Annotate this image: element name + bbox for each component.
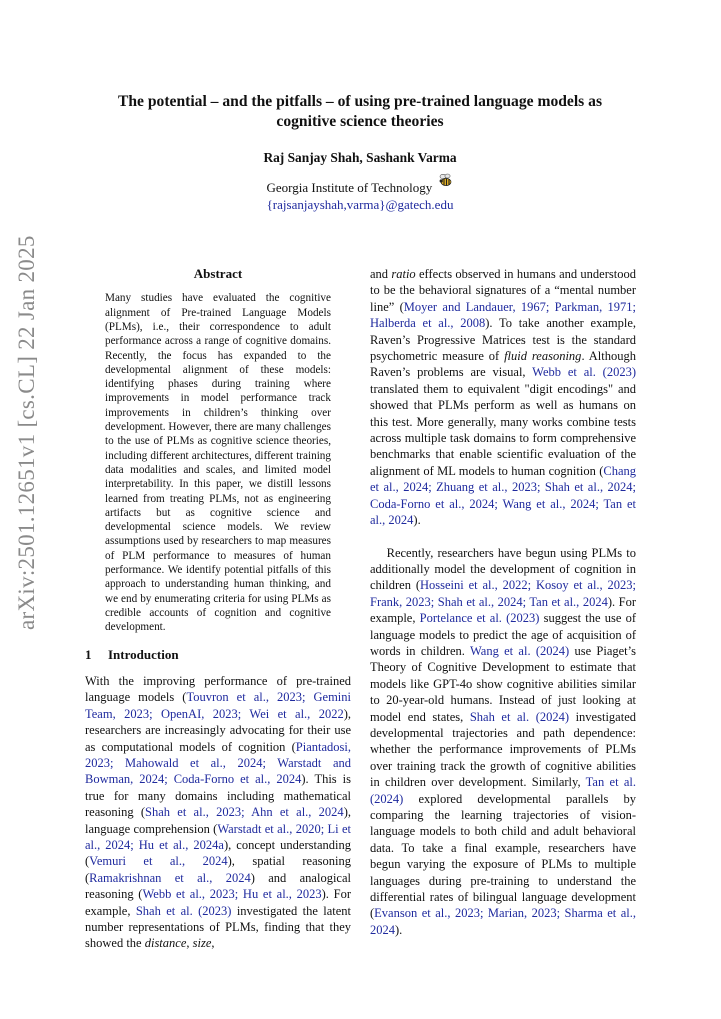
citation-link[interactable]: Vemuri et al., 2024 <box>89 854 228 869</box>
author-email: {rajsanjayshah,varma}@gatech.edu <box>266 197 454 212</box>
paragraph-text: ), spatial reasoning ( <box>85 854 351 885</box>
left-column <box>85 266 351 952</box>
citation-link[interactable]: Warstadt et al., 2020; Li et al., 2024; Hu et al., 2024a <box>85 821 351 852</box>
citation-link[interactable]: Shah et al. (2024) <box>469 709 570 724</box>
paragraph-text: ). For example, <box>85 887 352 918</box>
paragraph-text: ), language comprehension ( <box>85 805 351 836</box>
paper-title-line-1: The potential – and the pitfalls – of using pre-trained language models as <box>117 93 603 110</box>
intro-paragraph-1-continued <box>370 266 636 529</box>
paragraph-text: Recently, researchers have begun using PLMs to additionally model the development of cognition in children ( <box>370 545 636 593</box>
paragraph-text: ), concept understanding ( <box>85 838 351 869</box>
right-column <box>370 266 636 938</box>
paragraph-text: ), researchers are increasingly advocating for their use as computational models of cognition ( <box>85 706 351 754</box>
citation-link[interactable]: Portelance et al. (2023) <box>419 611 540 626</box>
title-block <box>60 92 660 213</box>
citation-link[interactable]: Shah et al., 2023; Ahn et al., 2024 <box>145 805 344 820</box>
intro-paragraph-1 <box>85 673 351 952</box>
emphasis-text: fluid reasoning <box>504 349 582 364</box>
paragraph-text: translated them to equivalent "digit encodings" and showed that PLMs perform as well as humans on this test. More generally, many works combine tests across multiple task domains to form comprehensive benchmarks that enable scientific evaluation of the alignment of ML models to human cognition ( <box>370 381 636 478</box>
paragraph-text: ). To take another example, Raven’s Progressive Matrices test is the standard psychometric measure of <box>370 316 636 364</box>
paper-title <box>60 92 660 132</box>
paragraph-text: suggest the use of language models to predict the age of acquisition of words in children. <box>370 611 636 658</box>
citation-link[interactable]: Ramakrishnan et al., 2024 <box>89 870 251 885</box>
citation-link[interactable]: Webb et al., 2023; Hu et al., 2023 <box>142 887 322 902</box>
citation-link[interactable]: Touvron et al., 2023; Gemini Team, 2023; OpenAI, 2023; Wei et al., 2022 <box>85 690 352 721</box>
author-affiliation <box>60 173 660 213</box>
paragraph-text: ). <box>395 922 403 937</box>
citation-link[interactable]: Evanson et al., 2023; Marian, 2023; Sharma et al., 2024 <box>370 906 636 937</box>
citation-link[interactable]: Piantadosi, 2023; Mahowald et al., 2024; Warstadt and Bowman, 2024; Coda-Forno et al., 2024 <box>85 739 351 787</box>
paragraph-text: investigated the latent number representations of PLMs, finding that they showed the <box>85 903 352 951</box>
citation-link[interactable]: Webb et al. (2023) <box>532 365 636 380</box>
paragraph-text: ) and analogical reasoning ( <box>85 870 351 902</box>
paragraph-text: ). For example, <box>370 594 636 626</box>
affiliation-name: Georgia Institute of Technology <box>266 180 433 195</box>
citation-link[interactable]: Chang et al., 2024; Zhuang et al., 2023; Shah et al., 2024; Coda-Forno et al., 2024; Wang et al., 2024; Tan et al., 2024 <box>370 463 636 528</box>
intro-paragraph-2 <box>370 545 636 939</box>
citation-link[interactable]: Shah et al. (2023) <box>135 903 232 918</box>
paragraph-text: ). <box>413 513 421 528</box>
paragraph-text: , <box>211 936 215 951</box>
citation-link[interactable]: Hosseini et al., 2022; Kosoy et al., 2023; Frank, 2023; Shah et al., 2024; Tan et al., 2024 <box>370 578 637 609</box>
section-heading-introduction <box>85 647 351 663</box>
arxiv-identifier-stamp: arXiv:2501.12651v1 [cs.CL] 22 Jan 2025 <box>14 235 39 630</box>
paragraph-text: ). This is true for many domains including mathematical reasoning ( <box>85 772 351 820</box>
abstract-text: Many studies have evaluated the cognitive alignment of Pre-trained Language Models (PLMs), i.e., their correspondence to adult performance across a range of cognitive domains. Recently, the focus has expanded to the developmental alignment of these models: identifying phases during training where improvements in model performance track improvements in children’s thinking over development. However, there are many challenges to the use of PLMs as cognitive science theories, including different architectures, different training data modalities and scales, and limited model interpretability. In this paper, we distill lessons learned from treating PLMs, not as engineering artifacts but as cognitive science and developmental science models. We review assumptions used by researchers to map measures of PLM performance to measures of human performance. We identify potential pitfalls of this approach to understanding human thinking, and we end by enumerating criteria for using PLMs as credible accounts of cognition and cognitive development. <box>105 292 332 634</box>
section-title: Introduction <box>108 646 179 662</box>
paper-title-line-2: cognitive science theories <box>276 113 444 130</box>
emphasis-text: ratio <box>391 267 416 281</box>
paragraph-text: use Piaget’s Theory of Cognitive Development to estimate that models like GPT-4o show cognitive abilities similar to 20-year-old humans. Instead of just looking at model end states, <box>370 643 636 724</box>
emphasis-text: distance <box>144 936 187 951</box>
paragraph-text: effects observed in humans and understood to be the behavioral signatures of a “mental number line” ( <box>370 267 636 314</box>
paragraph-text: investigated developmental trajectories and path dependence: whether the performance improvements of PLMs over training track the growth of cognitive abilities in children over development. Similarly, <box>370 709 636 790</box>
paragraph-text: With the improving performance of pre-trained language models ( <box>85 673 351 705</box>
paragraph-text: explored developmental parallels by comparing the learning trajectories of vision-language models to both child and adult behavioral data. To take a final example, researchers have begun varying the exposure of PLMs to multiple languages during pre-training to understand the differential rates of bilingual language development ( <box>370 791 636 921</box>
paragraph-text: and <box>370 267 392 281</box>
paper-authors: Raj Sanjay Shah, Sashank Varma <box>263 150 457 165</box>
abstract-heading: Abstract <box>193 266 243 281</box>
emphasis-text: size <box>192 936 212 951</box>
citation-link[interactable]: Wang et al. (2024) <box>469 643 570 658</box>
paragraph-text: , <box>186 936 193 951</box>
paragraph-text: . Although Raven’s problems are visual, <box>370 349 636 380</box>
bee-mascot-icon <box>438 173 454 187</box>
citation-link[interactable]: Tan et al. (2024) <box>370 775 636 806</box>
citation-link[interactable]: Moyer and Landauer, 1967; Parkman, 1971; Halberda et al., 2008 <box>370 299 636 331</box>
section-number: 1 <box>85 646 92 662</box>
